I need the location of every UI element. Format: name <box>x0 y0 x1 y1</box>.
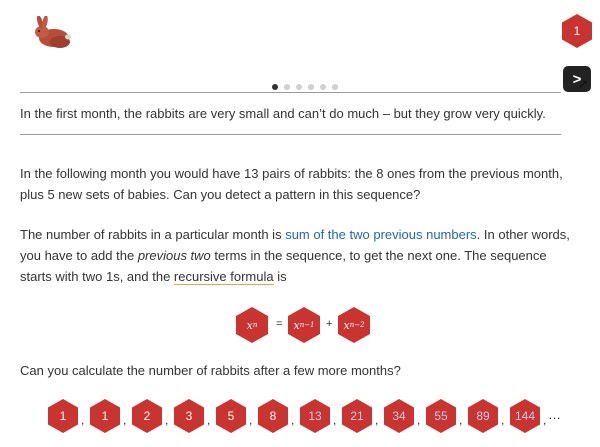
formula-t2-sub: n−2 <box>349 321 365 329</box>
sequence-term-11[interactable] <box>466 399 500 433</box>
formula-t1-sub: n−1 <box>299 321 315 329</box>
paragraph2-emphasis: previous two <box>137 248 211 263</box>
sequence-value: 1 <box>101 409 109 423</box>
sequence-term-12[interactable] <box>508 399 542 433</box>
sequence-separator: , <box>417 413 421 427</box>
formula-plus: + <box>326 318 333 330</box>
formula-term-xn <box>236 307 268 343</box>
sequence-separator: , <box>501 413 505 427</box>
recursive-formula <box>236 307 376 343</box>
sum-previous-link[interactable]: sum of the two previous numbers <box>285 227 477 242</box>
sequence-value: 55 <box>434 409 448 423</box>
sequence-term-8[interactable] <box>340 399 374 433</box>
question-text: Can you calculate the number of rabbits after a few more months? <box>20 363 401 378</box>
paragraph2-part2: . In other words, you have to add the <box>20 227 570 263</box>
chevron-right-icon: > <box>572 70 582 88</box>
formula-term-xn2 <box>338 307 370 343</box>
sequence-separator: , <box>207 413 211 427</box>
slide-dot-3[interactable] <box>296 84 302 90</box>
formula-lhs-sub: n <box>252 321 258 329</box>
slide-dot-2[interactable] <box>284 84 290 90</box>
sequence-separator: , <box>459 413 463 427</box>
slide-divider-top <box>20 92 561 93</box>
rabbit-icon <box>30 16 76 50</box>
slide-dots <box>272 84 338 90</box>
slideshow <box>20 84 561 135</box>
sequence-separator: , <box>375 413 379 427</box>
paragraph-recursive <box>20 224 576 287</box>
paragraph2-part1: The number of rabbits in a particular month is <box>20 227 286 242</box>
sequence-separator: , <box>249 413 253 427</box>
formula-lhs-var: x <box>246 318 253 332</box>
sequence-term-1 <box>46 399 80 433</box>
sequence-ellipsis: … <box>548 407 561 422</box>
sequence-term-4 <box>172 399 206 433</box>
slide-dot-5[interactable] <box>320 84 326 90</box>
sequence-separator: , <box>291 413 295 427</box>
sequence-term-2 <box>88 399 122 433</box>
sequence-value: 5 <box>227 409 235 423</box>
slide-dot-4[interactable] <box>308 84 314 90</box>
formula-t2-var: x <box>343 318 350 332</box>
sequence-term-5 <box>214 399 248 433</box>
sequence-separator: , <box>165 413 169 427</box>
slide-text: In the first month, the rabbits are very small and can’t do much – but they grow very quickly. <box>20 106 546 121</box>
sequence-value: 1 <box>59 409 67 423</box>
progress-counter-badge <box>562 14 592 48</box>
sequence-separator: , <box>333 413 337 427</box>
sequence-term-9[interactable] <box>382 399 416 433</box>
sequence-term-6 <box>256 399 290 433</box>
sequence-term-3 <box>130 399 164 433</box>
sequence-value: 89 <box>476 409 490 423</box>
sequence-value: 13 <box>308 409 322 423</box>
sequence-value: 144 <box>514 409 536 423</box>
paragraph2-part3: terms in the sequence, to get the next one. The sequence starts with two 1s, and the <box>20 248 547 284</box>
sequence-separator: , <box>123 413 127 427</box>
paragraph-pattern: In the following month you would have 13 pairs of rabbits: the 8 ones from the previous month, plus 5 new sets of babies. Can you detect a pattern in this sequence? <box>20 166 563 202</box>
slide-dot-1[interactable] <box>272 84 278 90</box>
slide-dot-6[interactable] <box>332 84 338 90</box>
sequence-value: 34 <box>392 409 406 423</box>
sequence-separator: , <box>81 413 85 427</box>
sequence-value: 3 <box>185 409 193 423</box>
formula-equals: = <box>276 318 283 330</box>
formula-t1-var: x <box>293 318 300 332</box>
sequence-term-7[interactable] <box>298 399 332 433</box>
sequence-value: 8 <box>269 409 277 423</box>
sequence-separator: , <box>543 413 547 427</box>
counter-value: 1 <box>573 24 581 38</box>
sequence-value: 21 <box>350 409 364 423</box>
sequence-value: 2 <box>143 409 151 423</box>
formula-term-xn1 <box>288 307 320 343</box>
paragraph2-part4: is <box>273 269 287 284</box>
recursive-formula-term[interactable]: recursive formula <box>173 269 274 284</box>
mouse-cursor-icon: ➚ <box>578 76 589 91</box>
slide-divider-bottom <box>20 134 561 135</box>
sequence-term-10[interactable] <box>424 399 458 433</box>
